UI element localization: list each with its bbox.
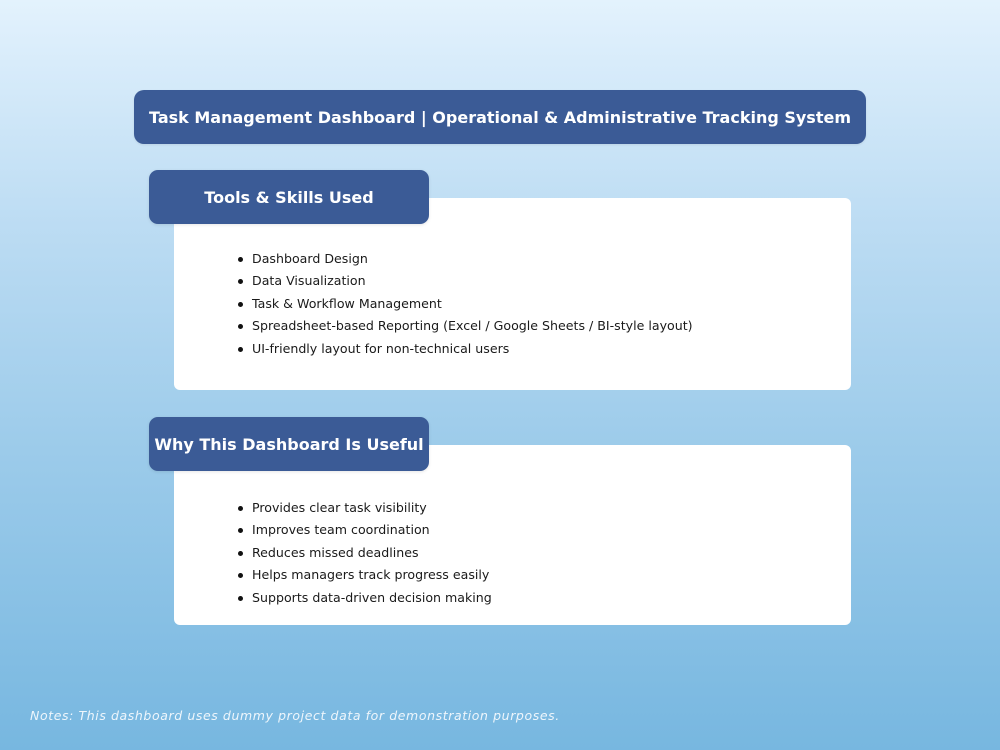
why-useful-heading (149, 417, 429, 471)
bullet-icon (238, 573, 243, 578)
list-item: Task & Workflow Management (252, 293, 693, 315)
list-item: Reduces missed deadlines (252, 542, 492, 564)
bullet-icon (238, 596, 243, 601)
bullet-icon (238, 302, 243, 307)
list-item: Spreadsheet-based Reporting (Excel / Google Sheets / BI-style layout) (252, 315, 693, 337)
list-item: Helps managers track progress easily (252, 564, 492, 586)
bullet-icon (238, 257, 243, 262)
tools-skills-heading-text: Tools & Skills Used (204, 187, 374, 207)
bullet-icon (238, 324, 243, 329)
list-item: UI-friendly layout for non-technical users (252, 338, 693, 360)
list-item: Data Visualization (252, 270, 693, 292)
page-title (134, 90, 866, 144)
page-title-text: Task Management Dashboard | Operational & Administrative Tracking System (149, 107, 851, 127)
bullet-icon (238, 551, 243, 556)
list-item: Dashboard Design (252, 248, 693, 270)
why-useful-list (252, 497, 492, 609)
list-item: Supports data-driven decision making (252, 587, 492, 609)
why-useful-card (174, 445, 851, 625)
bullet-icon (238, 506, 243, 511)
tools-skills-heading (149, 170, 429, 224)
bullet-icon (238, 347, 243, 352)
list-item: Improves team coordination (252, 519, 492, 541)
bullet-icon (238, 528, 243, 533)
tools-skills-list (252, 248, 693, 360)
bullet-icon (238, 279, 243, 284)
footer-note: Notes: This dashboard uses dummy project data for demonstration purposes. (30, 708, 560, 723)
tools-skills-card (174, 198, 851, 390)
why-useful-heading-text: Why This Dashboard Is Useful (154, 434, 424, 454)
list-item: Provides clear task visibility (252, 497, 492, 519)
